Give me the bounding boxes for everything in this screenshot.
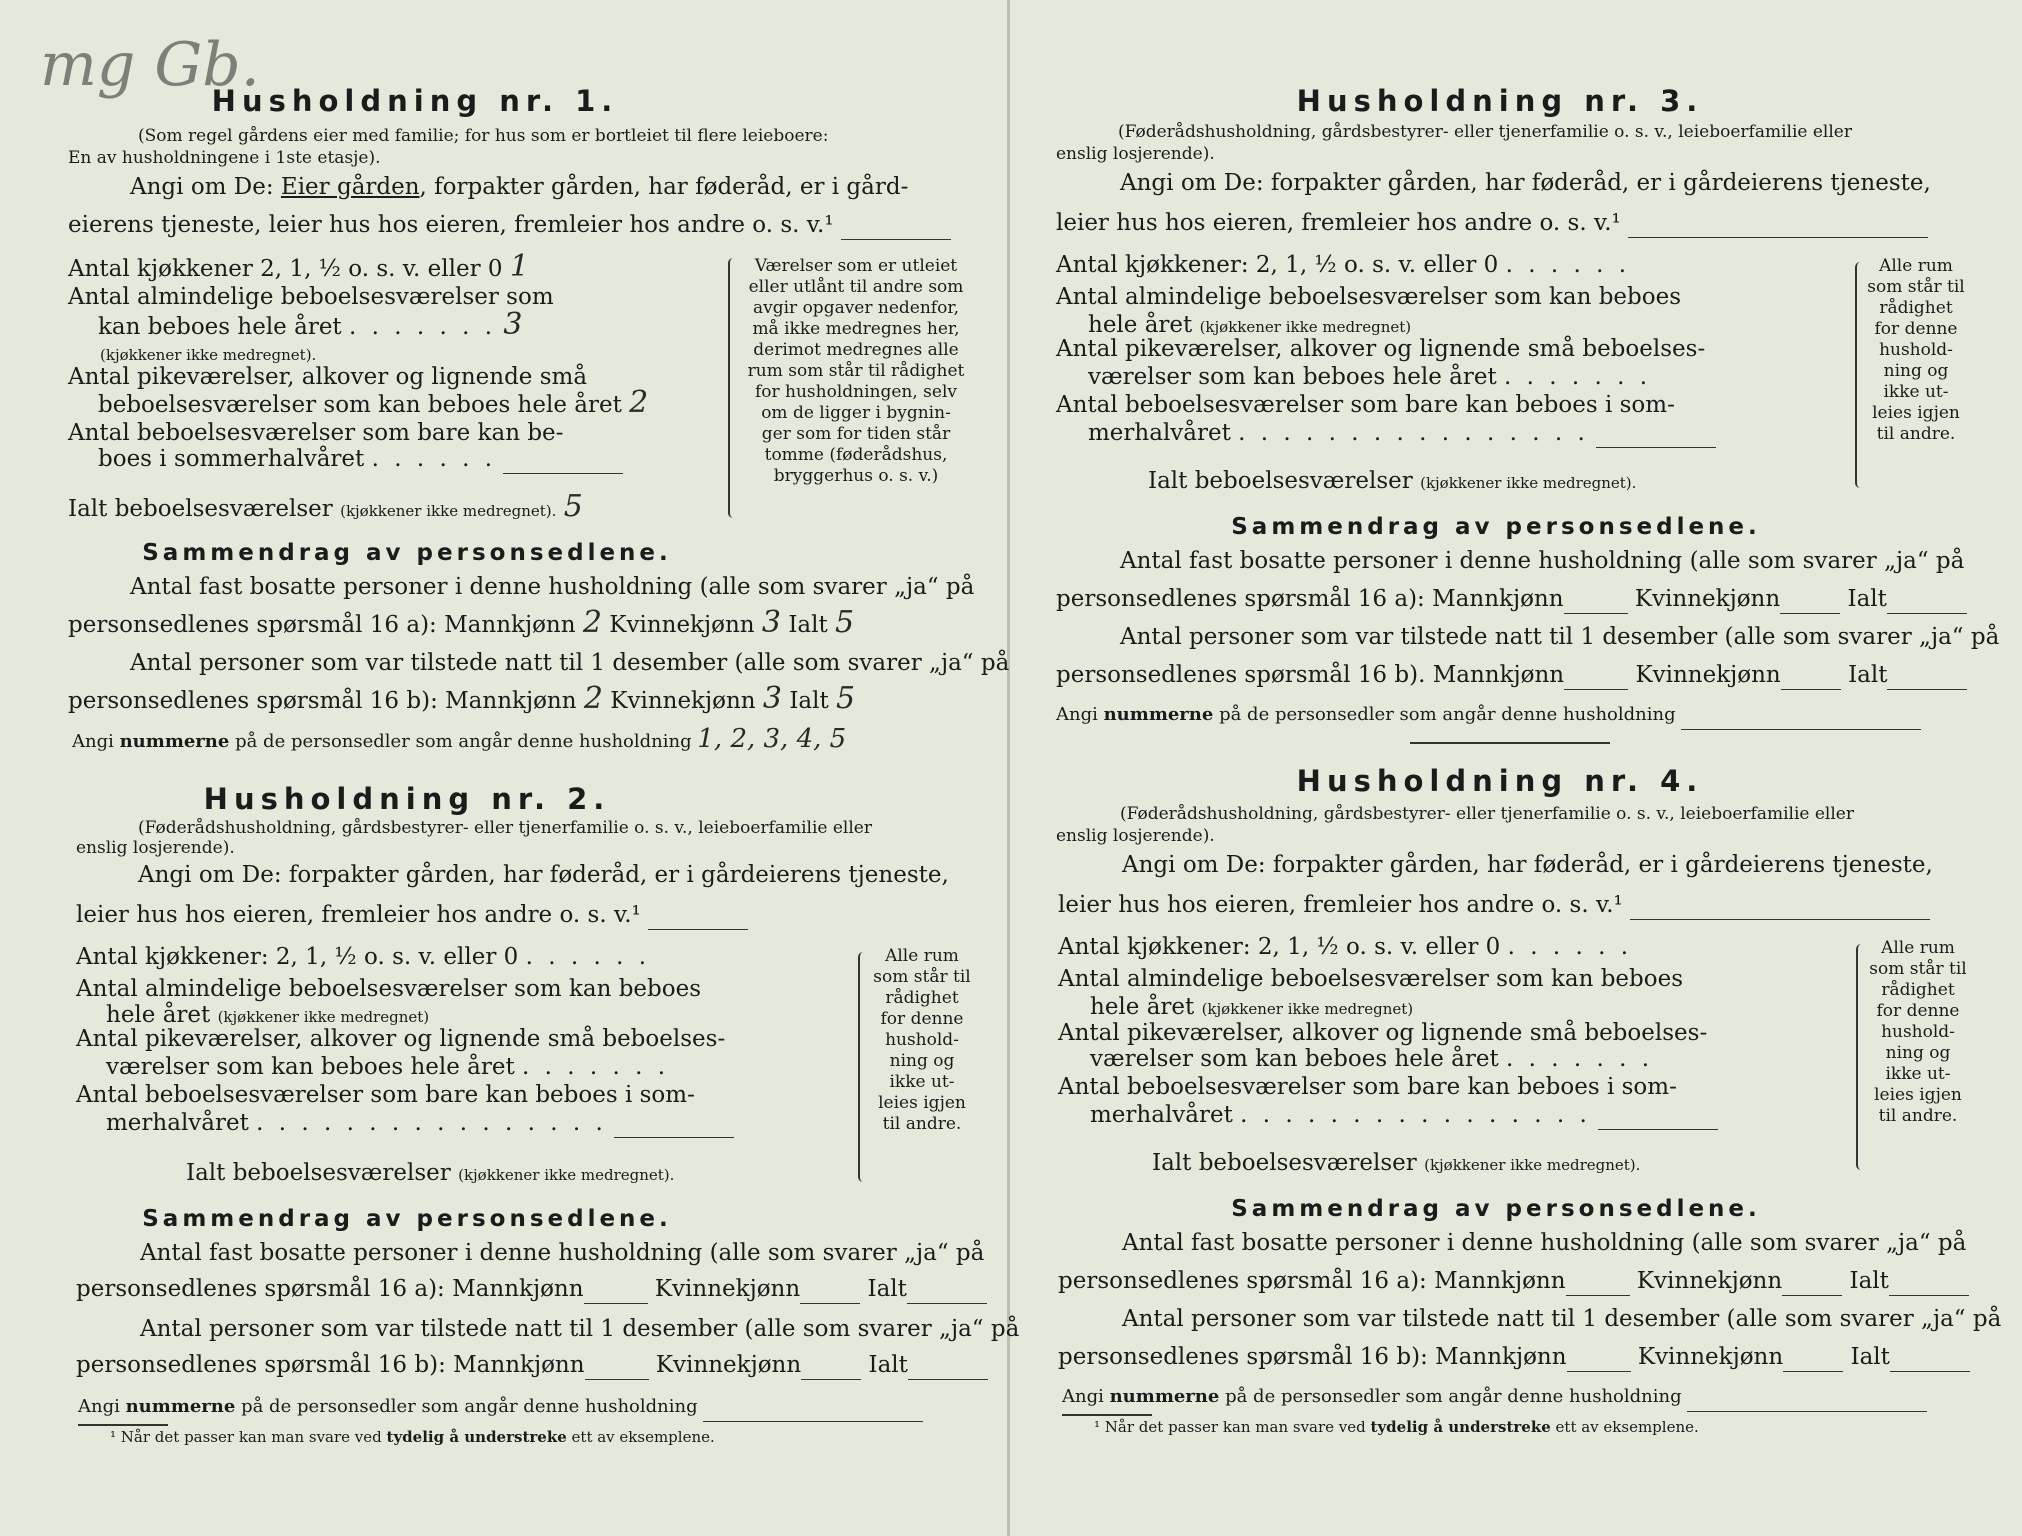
h1-pike-line-2 — [98, 385, 649, 420]
h2-kj-line: Antal kjøkkener: 2, 1, ½ o. s. v. eller 0 . . . . . . — [76, 944, 651, 970]
h1-s2-label: personsedlenes spørsmål 16 b): Mannkjønn — [68, 688, 577, 714]
h1-ialt-note: (kjøkkener ikke medregnet). — [340, 502, 557, 520]
h2-alm-line-2: hele året (kjøkkener ikke medregnet) — [106, 1002, 430, 1028]
h1-s2-line-2 — [68, 681, 856, 716]
h1-side-line: tomme (føderådshus, — [764, 445, 948, 465]
h2-s2-line-2: personsedlenes spørsmål 16 b): Mannkjønn Kvinnekjønn Ialt — [76, 1350, 988, 1380]
h4-alm-line-1: Antal almindelige beboelsesværelser som kan beboes — [1058, 966, 1684, 992]
h3-kj-line: Antal kjøkkener: 2, 1, ½ o. s. v. eller 0 . . . . . . — [1056, 252, 1631, 278]
h2-s1-line-1: Antal fast bosatte personer i denne husholdning (alle som svarer „ja“ på — [140, 1240, 985, 1266]
h2-sum-title: Sammendrag av personsedlene. — [142, 1206, 672, 1232]
h4-s2-line-1: Antal personer som var tilstede natt til 1 desember (alle som svarer „ja“ på — [1122, 1306, 2002, 1332]
h1-angi-line-2 — [68, 210, 951, 240]
h3-angi-line-1: Angi om De: forpakter gården, har føderåd, er i gårdeierens tjeneste, — [1120, 170, 1931, 196]
h1-s2-kvinne-label: Kvinnekjønn — [610, 688, 756, 714]
h2-title: Husholdning nr. 2. — [203, 782, 611, 816]
h3-pike-line-1: Antal pikeværelser, alkover og lignende små beboelses- — [1056, 336, 1706, 362]
h3-som-line-2: merhalvåret . . . . . . . . . . . . . . . . — [1088, 418, 1716, 448]
h1-num-bold: nummerne — [119, 731, 230, 752]
h1-side-line: om de ligger i bygnin- — [761, 403, 951, 423]
h1-s2-ialt: 5 — [836, 681, 856, 716]
h4-foot-rule — [1062, 1414, 1152, 1416]
h3-alm-line-1: Antal almindelige beboelsesværelser som kan beboes — [1056, 284, 1682, 310]
side-note-line: for denne — [880, 1009, 964, 1029]
h1-s2-ialt-label: Ialt — [789, 688, 829, 714]
side-note-line: rådighet — [1879, 298, 1953, 318]
h1-s1-line-2 — [68, 605, 855, 640]
h1-side-line: bryggerhus o. s. v.) — [773, 466, 939, 486]
side-note-line: hushold- — [1881, 1022, 1955, 1042]
side-note-line: som står til — [1867, 277, 1965, 297]
h3-title: Husholdning nr. 3. — [1296, 84, 1704, 118]
h1-side-note — [740, 256, 972, 487]
h1-ialt-line — [68, 489, 583, 526]
h1-kj-value: 1 — [509, 249, 529, 284]
side-note-line: Alle rum — [1879, 256, 1953, 276]
h1-s1-kvinne: 3 — [761, 605, 781, 640]
h2-angi-text-2: leier hus hos eieren, fremleier hos andre o. s. v.¹ — [76, 902, 641, 928]
h1-s2-kvinne: 3 — [762, 681, 782, 716]
h3-sum-title: Sammendrag av personsedlene. — [1231, 514, 1761, 540]
side-note-line: Alle rum — [885, 946, 959, 966]
h3-separator — [1410, 742, 1610, 744]
h1-angi-line-1 — [130, 172, 908, 202]
h1-side-line: eller utlånt til andre som — [748, 277, 964, 297]
h4-alm-line-2: hele året (kjøkkener ikke medregnet) — [1090, 994, 1414, 1020]
side-note-line: hushold- — [1879, 340, 1953, 360]
h4-pike-line-1: Antal pikeværelser, alkover og lignende små beboelses- — [1058, 1020, 1708, 1046]
h4-s1-line-1: Antal fast bosatte personer i denne husholdning (alle som svarer „ja“ på — [1122, 1230, 1967, 1256]
h1-side-line: må ikke medregnes her, — [752, 319, 960, 339]
right-page — [1010, 0, 2022, 1536]
h1-s2-mann: 2 — [583, 681, 603, 716]
h1-ialt-value: 5 — [563, 489, 583, 524]
h2-som-line-1: Antal beboelsesværelser som bare kan beboes i som- — [76, 1082, 695, 1108]
side-note-line: hushold- — [885, 1030, 959, 1050]
side-note-line: ikke ut- — [1885, 1064, 1951, 1084]
h1-s2-line-1: Antal personer som var tilstede natt til 1 desember (alle som svarer „ja“ på — [130, 650, 1010, 676]
h1-alm-note: (kjøkkener ikke medregnet). — [100, 346, 317, 364]
side-note-line: ning og — [1883, 361, 1949, 381]
h1-alm-label: kan beboes hele året — [98, 314, 342, 340]
h1-s1-kvinne-label: Kvinnekjønn — [609, 612, 755, 638]
h4-s2-line-2: personsedlenes spørsmål 16 b): Mannkjønn Kvinnekjønn Ialt — [1058, 1342, 1970, 1372]
h3-note-1: (Føderådshusholdning, gårdsbestyrer- eller tjenerfamilie o. s. v., leieboerfamilie eller — [1118, 122, 1852, 142]
side-note-line: leies igjen — [1872, 403, 1960, 423]
h1-s1-mann: 2 — [582, 605, 602, 640]
h1-angi-text-2: eierens tjeneste, leier hus hos eieren, fremleier hos andre o. s. v.¹ — [68, 212, 834, 238]
h1-side-line: derimot medregnes alle — [753, 340, 959, 360]
h1-kj-label: Antal kjøkkener 2, 1, ½ o. s. v. eller 0 — [68, 256, 503, 282]
h3-s1-line-1: Antal fast bosatte personer i denne husholdning (alle som svarer „ja“ på — [1120, 548, 1965, 574]
h1-num-line: Angi nummerne på de personsedler som angår denne husholdning 1, 2, 3, 4, 5 — [72, 724, 847, 754]
h1-sum-title: Sammendrag av personsedlene. — [142, 540, 672, 566]
h3-ialt-line: Ialt beboelsesværelser (kjøkkener ikke medregnet). — [1148, 468, 1637, 494]
h1-alm-line-2: kan beboes hele året . . . . . . . 3 — [98, 307, 523, 342]
h1-som-line-1: Antal beboelsesværelser som bare kan be- — [68, 420, 564, 446]
side-note-line: rådighet — [885, 988, 959, 1008]
h4-num-line: Angi nummerne på de personsedler som angår denne husholdning — [1062, 1382, 1927, 1412]
h2-ialt-line: Ialt beboelsesværelser (kjøkkener ikke medregnet). — [186, 1160, 675, 1186]
h1-angi-prefix: Angi om De: — [130, 174, 281, 200]
side-note-line: til andre. — [1878, 1106, 1958, 1126]
h1-note-2: En av husholdningene i 1ste etasje). — [68, 148, 381, 168]
h1-s1-ialt: 5 — [835, 605, 855, 640]
h1-s1-ialt-label: Ialt — [788, 612, 828, 638]
side-note-line: ning og — [889, 1051, 955, 1071]
h2-num-line: Angi nummerne på de personsedler som angår denne husholdning — [78, 1392, 923, 1422]
side-note-line: ikke ut- — [889, 1072, 955, 1092]
h2-pike-line-2: værelser som kan beboes hele året . . . . . . . — [106, 1054, 670, 1080]
h4-s1-line-2: personsedlenes spørsmål 16 a): Mannkjønn Kvinnekjønn Ialt — [1058, 1266, 1969, 1296]
h2-angi-blank — [648, 907, 748, 930]
h4-kj-line: Antal kjøkkener: 2, 1, ½ o. s. v. eller 0 . . . . . . — [1058, 934, 1633, 960]
h3-note-2: enslig losjerende). — [1056, 144, 1215, 164]
h1-num-value: 1, 2, 3, 4, 5 — [697, 724, 847, 754]
h2-s1-line-2: personsedlenes spørsmål 16 a): Mannkjønn Kvinnekjønn Ialt — [76, 1274, 987, 1304]
h1-eier-underlined: Eier gården — [280, 174, 420, 200]
h3-s2-line-2: personsedlenes spørsmål 16 b). Mannkjønn Kvinnekjønn Ialt — [1056, 660, 1967, 690]
h1-side-line: Værelser som er utleiet — [754, 256, 958, 276]
h4-sum-title: Sammendrag av personsedlene. — [1231, 1196, 1761, 1222]
side-note-line: til andre. — [1876, 424, 1956, 444]
h2-s2-line-1: Antal personer som var tilstede natt til 1 desember (alle som svarer „ja“ på — [140, 1316, 1020, 1342]
h1-side-line: rum som står til rådighet — [747, 361, 965, 381]
h4-ialt-line: Ialt beboelsesværelser (kjøkkener ikke medregnet). — [1152, 1150, 1641, 1176]
h3-angi-line-2: leier hus hos eieren, fremleier hos andre o. s. v.¹ — [1056, 208, 1928, 238]
h1-note-1: (Som regel gårdens eier med familie; for hus som er bortleiet til flere leieboere: — [138, 126, 829, 146]
h2-note-2: enslig losjerende). — [76, 838, 235, 858]
h1-side-line: ger som for tiden står — [761, 424, 951, 444]
h1-side-line: avgir opgaver nedenfor, — [752, 298, 959, 318]
side-note-line: Alle rum — [1881, 938, 1955, 958]
h1-som-label: boes i sommerhalvåret — [98, 446, 365, 472]
side-note-line: ning og — [1885, 1043, 1951, 1063]
h4-side-note — [1860, 938, 1976, 1127]
side-note-line: ikke ut- — [1883, 382, 1949, 402]
side-note-line: som står til — [873, 967, 971, 987]
h3-som-line-1: Antal beboelsesværelser som bare kan beboes i som- — [1056, 392, 1675, 418]
h1-som-line-2: boes i sommerhalvåret . . . . . . — [98, 444, 623, 474]
h4-angi-line-2: leier hus hos eieren, fremleier hos andre o. s. v.¹ — [1058, 890, 1930, 920]
side-note-line: som står til — [1869, 959, 1967, 979]
side-note-line: rådighet — [1881, 980, 1955, 1000]
h2-som-line-2: merhalvåret . . . . . . . . . . . . . . . . — [106, 1108, 734, 1138]
side-note-line: leies igjen — [1874, 1085, 1962, 1105]
h2-brace — [858, 952, 868, 1182]
pencil-mark: mg Gb. — [40, 30, 260, 100]
h1-pike-label: beboelsesværelser som kan beboes hele året — [98, 392, 622, 418]
h1-som-blank — [503, 451, 623, 474]
h3-side-note — [1858, 256, 1974, 445]
h3-alm-line-2: hele året (kjøkkener ikke medregnet) — [1088, 312, 1412, 338]
h4-som-line-1: Antal beboelsesværelser som bare kan beboes i som- — [1058, 1074, 1677, 1100]
h1-side-line: for husholdningen, selv — [754, 382, 958, 402]
h3-num-line: Angi nummerne på de personsedler som angår denne husholdning — [1056, 700, 1921, 730]
h4-title: Husholdning nr. 4. — [1296, 764, 1704, 798]
h2-angi-line-1: Angi om De: forpakter gården, har føderåd, er i gårdeierens tjeneste, — [138, 862, 949, 888]
h1-alm-value: 3 — [503, 307, 523, 342]
h2-foot-rule — [78, 1424, 168, 1426]
h4-pike-line-2: værelser som kan beboes hele året . . . . . . . — [1090, 1046, 1654, 1072]
side-note-line: leies igjen — [878, 1093, 966, 1113]
side-note-line: til andre. — [882, 1114, 962, 1134]
h1-alm-line-1: Antal almindelige beboelsesværelser som — [68, 284, 554, 310]
h2-alm-line-1: Antal almindelige beboelsesværelser som kan beboes — [76, 976, 702, 1002]
h2-angi-line-2 — [76, 900, 748, 930]
h2-side-note — [868, 946, 976, 1135]
side-note-line: for denne — [1876, 1001, 1960, 1021]
h1-ialt-label: Ialt beboelsesværelser — [68, 496, 333, 522]
h1-s1-label: personsedlenes spørsmål 16 a): Mannkjønn — [68, 612, 576, 638]
h1-title: Husholdning nr. 1. — [211, 84, 619, 118]
h3-s2-line-1: Antal personer som var tilstede natt til 1 desember (alle som svarer „ja“ på — [1120, 624, 2000, 650]
left-footnote: ¹ Når det passer kan man svare ved tydelig å understreke ett av eksemplene. — [110, 1428, 715, 1446]
h1-angi-suffix: , forpakter gården, har føderåd, er i gård- — [419, 174, 909, 200]
h1-s1-line-1: Antal fast bosatte personer i denne husholdning (alle som svarer „ja“ på — [130, 574, 975, 600]
h3-s1-line-2: personsedlenes spørsmål 16 a): Mannkjønn Kvinnekjønn Ialt — [1056, 584, 1967, 614]
h1-angi-blank — [841, 217, 951, 240]
h4-som-line-2: merhalvåret . . . . . . . . . . . . . . . . — [1090, 1100, 1718, 1130]
h1-pike-line-1: Antal pikeværelser, alkover og lignende små — [68, 364, 588, 390]
h2-pike-line-1: Antal pikeværelser, alkover og lignende små beboelses- — [76, 1026, 726, 1052]
right-footnote: ¹ Når det passer kan man svare ved tydelig å understreke ett av eksemplene. — [1094, 1418, 1699, 1436]
h2-note-1: (Føderådshusholdning, gårdsbestyrer- eller tjenerfamilie o. s. v., leieboerfamilie eller — [138, 818, 872, 838]
h3-pike-line-2: værelser som kan beboes hele året . . . . . . . — [1088, 364, 1652, 390]
side-note-line: for denne — [1874, 319, 1958, 339]
h4-note-1: (Føderådshusholdning, gårdsbestyrer- eller tjenerfamilie o. s. v., leieboerfamilie eller — [1120, 804, 1854, 824]
h1-kj-line — [68, 249, 529, 284]
h4-note-2: enslig losjerende). — [1056, 826, 1215, 846]
h4-angi-line-1: Angi om De: forpakter gården, har føderåd, er i gårdeierens tjeneste, — [1122, 852, 1933, 878]
h1-brace — [728, 258, 738, 518]
h1-pike-value: 2 — [629, 385, 649, 420]
